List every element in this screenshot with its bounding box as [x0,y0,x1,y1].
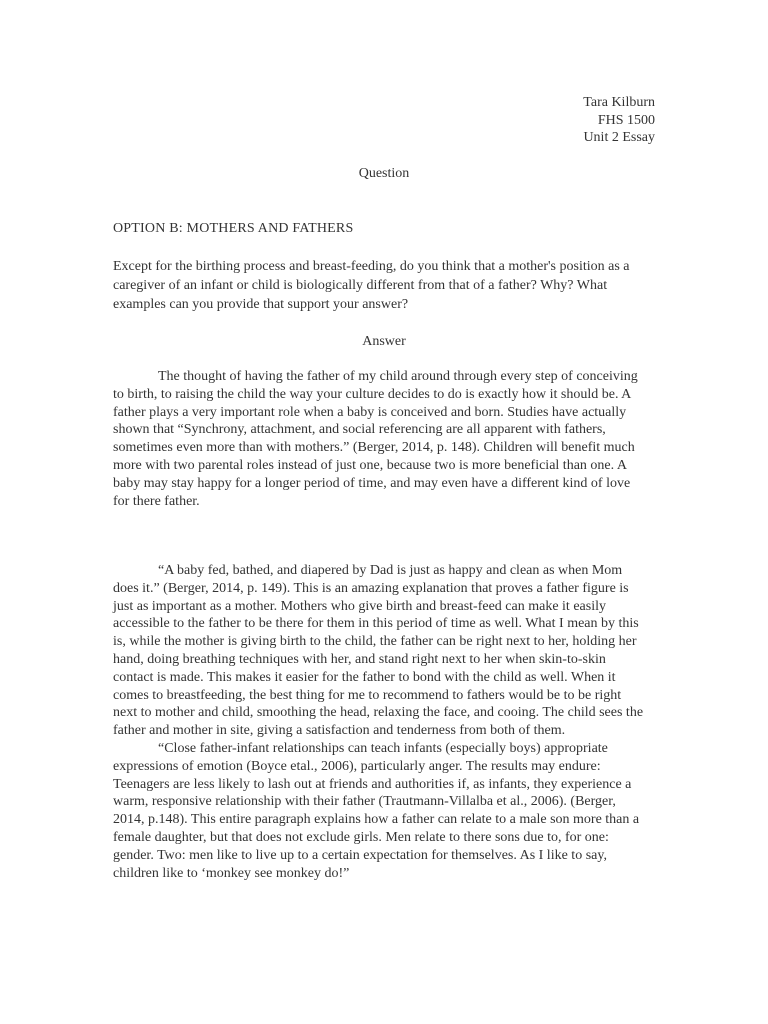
question-heading: Question [358,166,410,181]
assignment-title: Unit 2 Essay [583,130,655,145]
answer-heading: Answer [362,334,406,349]
author-header [583,94,655,147]
course-code: FHS 1500 [597,112,655,128]
option-title: OPTION B: MOTHERS AND FATHERS [113,221,354,236]
author-name: Tara Kilburn [583,95,655,110]
question-text: Except for the birthing process and breast-feeding, do you think that a mother's position as a caregiver of an infant or child is biologically different from that of a father? Why? What examples can you provide that support your answer? [113,259,630,312]
answer-paragraph-3: “Close father-infant relationships can teach infants (especially boys) appropriate expressions of emotion (Boyce etal., 2006), particularly anger. The results may endure: Teenagers are less likely to lash out at friends and authorities if, as infants, they experience a warm, responsive relationship with their father (Trautmann-Villalba et al., 2006). (Berger, 2014, p.148). This entire paragraph explains how a father can relate to a male son more than a female daughter, but that does not exclude girls. Men relate to there sons due to, for one: gender. Two: men like to live up to a certain expectation for themselves. As I like to say, children like to ‘monkey see monkey do!” [113,741,640,881]
answer-paragraph-2: “A baby fed, bathed, and diapered by Dad is just as happy and clean as when Mom does it.” (Berger, 2014, p. 149). This is an amazing explanation that proves a father figure is just as important as a mother. Mothers who give birth and breast-feed can make it easily accessible to the father to be there for them in this period of time as well. What I mean by this is, while the mother is giving birth to the child, the father can be right next to her, holding her hand, doing breathing techniques with her, and stand right next to her when skin-to-skin contact is made. This makes it easier for the father to bond with the child as well. When it comes to breastfeeding, the best thing for me to recommend to fathers would be to be right next to mother and child, smoothing the head, relaxing the face, and cooing. The child sees the father and mother in site, giving a satisfaction and tenderness from both of them. [113,563,644,739]
answer-paragraph-1: The thought of having the father of my child around through every step of conceiving to birth, to raising the child the way your culture decides to do is exactly how it should be. A father plays a very important role when a baby is conceived and born. Studies have actually shown that “Synchrony, attachment, and social referencing are all apparent with fathers, sometimes even more than with mothers.” (Berger, 2014, p. 148). Children will benefit much more with two parental roles instead of just one, because two is more beneficial than one. A baby may stay happy for a longer period of time, and may even have a different kind of love for there father. [113,369,638,509]
